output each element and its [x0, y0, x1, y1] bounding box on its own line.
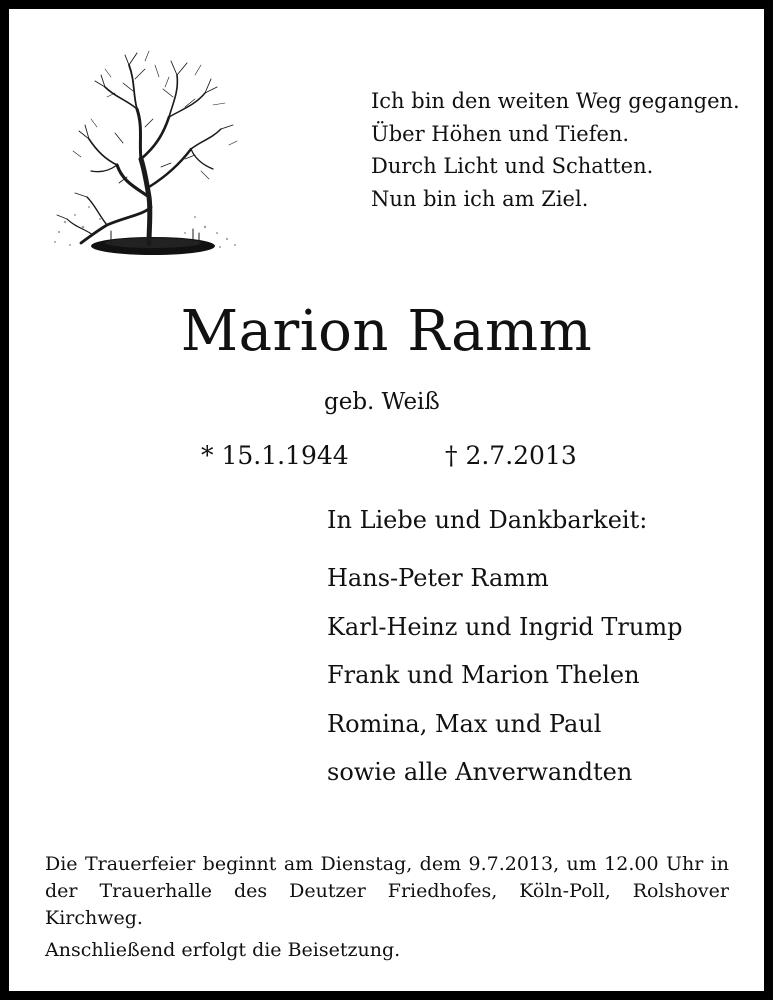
mourner-name: sowie alle Anverwandten: [327, 758, 633, 786]
mourners-list: [327, 564, 682, 807]
poem-line: Ich bin den weiten Weg gegangen.: [371, 89, 740, 113]
poem: [371, 85, 740, 215]
maiden-name: geb. Weiß: [324, 389, 440, 415]
mourner-name: Karl-Heinz und Ingrid Trump: [327, 612, 683, 641]
burial-note: Anschließend erfolgt die Beisetzung.: [45, 939, 401, 961]
mourner-name: Hans-Peter Ramm: [327, 564, 549, 592]
poem-line: Durch Licht und Schatten.: [371, 154, 654, 178]
death-date: † 2.7.2013: [445, 441, 577, 470]
deceased-name: Marion Ramm: [180, 299, 593, 364]
poem-line: Über Höhen und Tiefen.: [371, 121, 630, 146]
mourner-name: Romina, Max und Paul: [327, 709, 602, 738]
birth-date: * 15.1.1944: [201, 441, 349, 470]
mourners-intro: In Liebe und Dankbarkeit:: [327, 506, 648, 534]
poem-line: Nun bin ich am Ziel.: [371, 186, 589, 211]
mourner-name: Frank und Marion Thelen: [327, 661, 640, 689]
service-details: Die Trauerfeier beginnt am Dienstag, dem 9.7.2013, um 12.00 Uhr in der Trauerhalle des Deutzer Friedhofes, Köln-Poll, Rolshover Kirchweg.: [45, 853, 729, 929]
bare-tree-icon: [45, 47, 245, 267]
